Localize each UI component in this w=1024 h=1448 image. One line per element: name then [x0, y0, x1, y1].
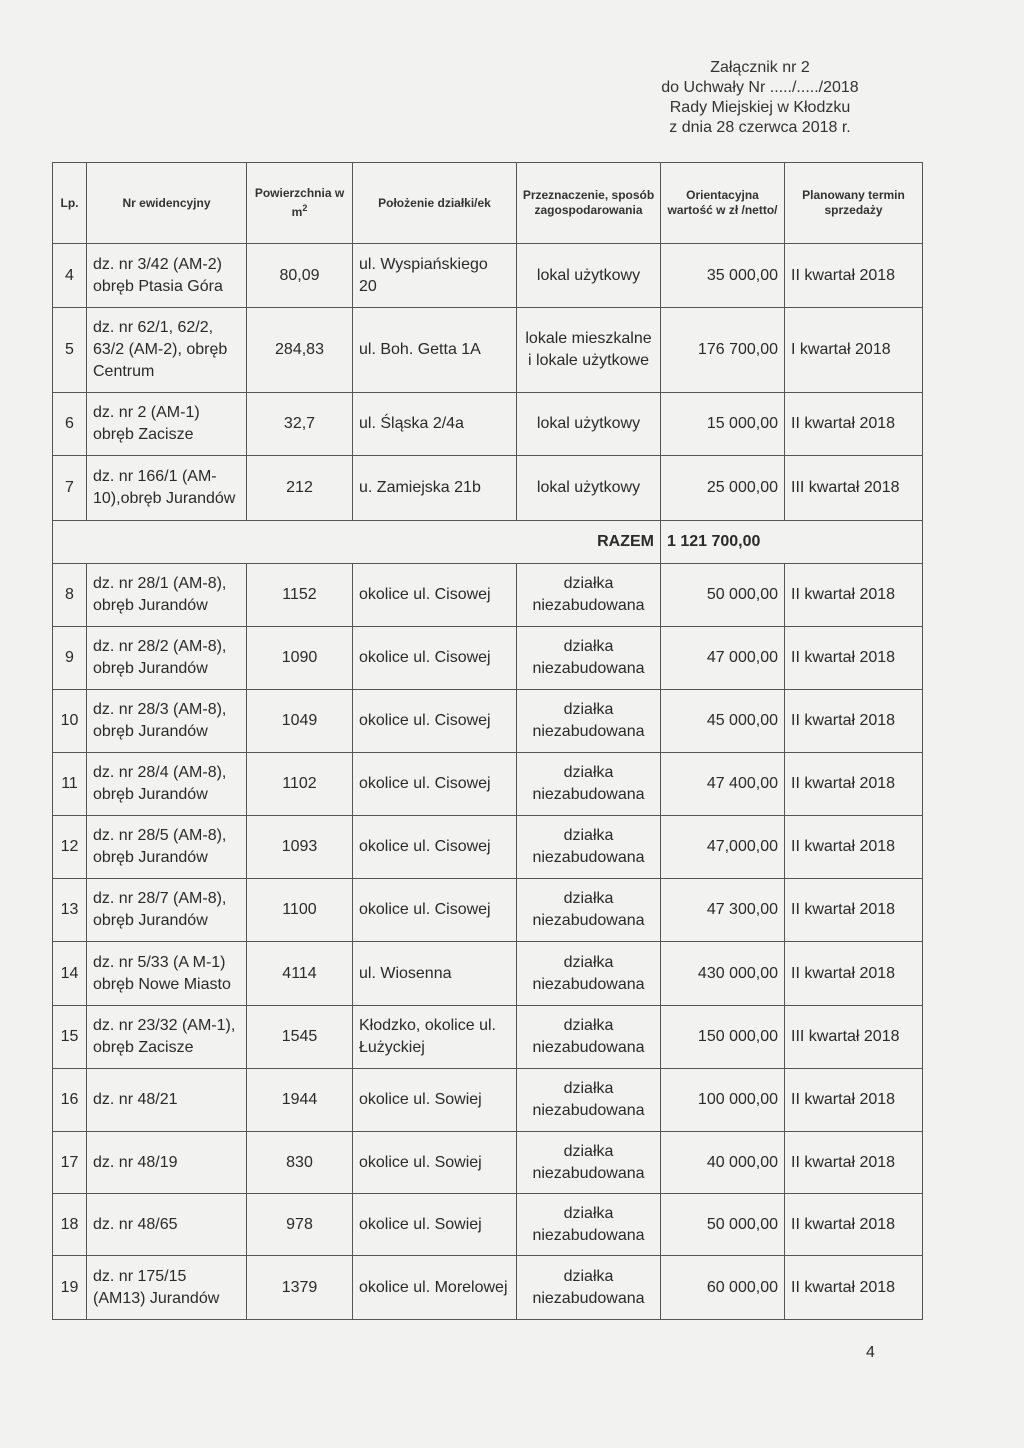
cell-pow: 1152	[247, 564, 353, 627]
table-row	[53, 753, 923, 816]
razem-label: RAZEM	[53, 521, 661, 564]
cell-nr: dz. nr 2 (AM-1) obręb Zacisze	[87, 393, 247, 456]
cell-ter: III kwartał 2018	[785, 456, 923, 521]
cell-lp: 9	[53, 627, 87, 690]
cell-pol: ul. Wyspiańskiego 20	[353, 244, 517, 308]
table-row	[53, 456, 923, 521]
razem-row	[53, 521, 923, 564]
col-header-pow	[247, 163, 353, 244]
table-body-b	[53, 564, 923, 1320]
cell-ter: II kwartał 2018	[785, 627, 923, 690]
cell-pol: okolice ul. Cisowej	[353, 627, 517, 690]
razem-section	[53, 521, 923, 564]
cell-pow: 32,7	[247, 393, 353, 456]
cell-nr: dz. nr 28/2 (AM-8), obręb Jurandów	[87, 627, 247, 690]
page-number: 4	[866, 1344, 875, 1361]
cell-war: 100 000,00	[661, 1069, 785, 1132]
cell-pow: 4114	[247, 942, 353, 1006]
cell-ter: II kwartał 2018	[785, 942, 923, 1006]
cell-nr: dz. nr 48/21	[87, 1069, 247, 1132]
table-row	[53, 816, 923, 879]
cell-ter: II kwartał 2018	[785, 1069, 923, 1132]
table-row	[53, 942, 923, 1006]
cell-war: 35 000,00	[661, 244, 785, 308]
cell-war: 40 000,00	[661, 1132, 785, 1194]
cell-prz: lokal użytkowy	[517, 456, 661, 521]
cell-pol: okolice ul. Sowiej	[353, 1132, 517, 1194]
cell-pol: okolice ul. Sowiej	[353, 1069, 517, 1132]
cell-lp: 16	[53, 1069, 87, 1132]
cell-war: 47 300,00	[661, 879, 785, 942]
cell-nr: dz. nr 48/65	[87, 1194, 247, 1256]
cell-pol: okolice ul. Cisowej	[353, 879, 517, 942]
cell-ter: II kwartał 2018	[785, 1132, 923, 1194]
table-row	[53, 393, 923, 456]
cell-pol: okolice ul. Cisowej	[353, 753, 517, 816]
cell-nr: dz. nr 28/3 (AM-8), obręb Jurandów	[87, 690, 247, 753]
cell-pol: okolice ul. Morelowej	[353, 1256, 517, 1320]
attachment-header	[600, 58, 920, 138]
cell-nr: dz. nr 23/32 (AM-1), obręb Zacisze	[87, 1006, 247, 1069]
cell-nr: dz. nr 28/4 (AM-8), obręb Jurandów	[87, 753, 247, 816]
cell-ter: II kwartał 2018	[785, 564, 923, 627]
cell-ter: II kwartał 2018	[785, 753, 923, 816]
cell-prz: działka niezabudowana	[517, 1256, 661, 1320]
cell-pol: Kłodzko, okolice ul. Łużyckiej	[353, 1006, 517, 1069]
cell-lp: 12	[53, 816, 87, 879]
cell-war: 47 000,00	[661, 627, 785, 690]
col-header-nr: Nr ewidencyjny	[87, 163, 247, 244]
cell-pow: 830	[247, 1132, 353, 1194]
cell-pol: ul. Śląska 2/4a	[353, 393, 517, 456]
cell-prz: działka niezabudowana	[517, 1069, 661, 1132]
cell-pow: 212	[247, 456, 353, 521]
cell-war: 47 400,00	[661, 753, 785, 816]
cell-pow: 284,83	[247, 308, 353, 393]
cell-prz: działka niezabudowana	[517, 1194, 661, 1256]
cell-prz: działka niezabudowana	[517, 1006, 661, 1069]
cell-nr: dz. nr 175/15 (AM13) Jurandów	[87, 1256, 247, 1320]
cell-war: 15 000,00	[661, 393, 785, 456]
cell-pol: okolice ul. Cisowej	[353, 564, 517, 627]
cell-war: 150 000,00	[661, 1006, 785, 1069]
cell-lp: 19	[53, 1256, 87, 1320]
col-header-war: Orientacyjna wartość w zł /netto/	[661, 163, 785, 244]
cell-lp: 17	[53, 1132, 87, 1194]
cell-pow: 80,09	[247, 244, 353, 308]
table-row	[53, 564, 923, 627]
cell-war: 47,000,00	[661, 816, 785, 879]
cell-ter: III kwartał 2018	[785, 1006, 923, 1069]
table-row	[53, 1069, 923, 1132]
cell-prz: działka niezabudowana	[517, 690, 661, 753]
col-header-prz: Przeznaczenie, sposób zagospodarowania	[517, 163, 661, 244]
cell-nr: dz. nr 48/19	[87, 1132, 247, 1194]
cell-nr: dz. nr 3/42 (AM-2) obręb Ptasia Góra	[87, 244, 247, 308]
cell-pol: okolice ul. Cisowej	[353, 690, 517, 753]
table-row	[53, 1256, 923, 1320]
cell-prz: lokal użytkowy	[517, 244, 661, 308]
cell-prz: działka niezabudowana	[517, 816, 661, 879]
cell-lp: 8	[53, 564, 87, 627]
col-header-pol: Położenie działki/ek	[353, 163, 517, 244]
cell-prz: działka niezabudowana	[517, 627, 661, 690]
col-header-pow-sup: 2	[302, 203, 308, 213]
cell-war: 50 000,00	[661, 564, 785, 627]
cell-war: 45 000,00	[661, 690, 785, 753]
cell-prz: działka niezabudowana	[517, 942, 661, 1006]
cell-nr: dz. nr 28/1 (AM-8), obręb Jurandów	[87, 564, 247, 627]
col-header-ter: Planowany termin sprzedaży	[785, 163, 923, 244]
cell-ter: II kwartał 2018	[785, 879, 923, 942]
razem-value: 1 121 700,00	[661, 521, 923, 564]
cell-war: 50 000,00	[661, 1194, 785, 1256]
table-row	[53, 690, 923, 753]
cell-pol: ul. Boh. Getta 1A	[353, 308, 517, 393]
table-row	[53, 1006, 923, 1069]
col-header-pow-text: Powierzchnia w m	[254, 186, 345, 219]
cell-ter: II kwartał 2018	[785, 1256, 923, 1320]
cell-pol: ul. Wiosenna	[353, 942, 517, 1006]
table-row	[53, 1194, 923, 1256]
cell-war: 176 700,00	[661, 308, 785, 393]
property-table	[52, 162, 923, 1320]
cell-ter: II kwartał 2018	[785, 1194, 923, 1256]
cell-nr: dz. nr 166/1 (AM-10),obręb Jurandów	[87, 456, 247, 521]
header-line-4: z dnia 28 czerwca 2018 r.	[669, 119, 851, 136]
cell-pow: 1379	[247, 1256, 353, 1320]
cell-nr: dz. nr 28/7 (AM-8), obręb Jurandów	[87, 879, 247, 942]
cell-lp: 4	[53, 244, 87, 308]
cell-pol: u. Zamiejska 21b	[353, 456, 517, 521]
cell-pow: 978	[247, 1194, 353, 1256]
header-line-2: do Uchwały Nr ...../...../2018	[661, 79, 859, 96]
cell-pow: 1102	[247, 753, 353, 816]
cell-pow: 1545	[247, 1006, 353, 1069]
cell-lp: 7	[53, 456, 87, 521]
cell-ter: II kwartał 2018	[785, 244, 923, 308]
cell-nr: dz. nr 5/33 (A M-1) obręb Nowe Miasto	[87, 942, 247, 1006]
cell-lp: 6	[53, 393, 87, 456]
cell-prz: lokale mieszkalne i lokale użytkowe	[517, 308, 661, 393]
cell-ter: I kwartał 2018	[785, 308, 923, 393]
cell-prz: działka niezabudowana	[517, 1132, 661, 1194]
cell-pow: 1944	[247, 1069, 353, 1132]
col-header-lp: Lp.	[53, 163, 87, 244]
header-line-3: Rady Miejskiej w Kłodzku	[669, 99, 851, 116]
cell-prz: działka niezabudowana	[517, 879, 661, 942]
cell-pow: 1090	[247, 627, 353, 690]
cell-nr: dz. nr 28/5 (AM-8), obręb Jurandów	[87, 816, 247, 879]
cell-pow: 1049	[247, 690, 353, 753]
cell-lp: 5	[53, 308, 87, 393]
cell-pow: 1093	[247, 816, 353, 879]
cell-pol: okolice ul. Sowiej	[353, 1194, 517, 1256]
cell-prz: działka niezabudowana	[517, 753, 661, 816]
cell-ter: II kwartał 2018	[785, 690, 923, 753]
cell-lp: 10	[53, 690, 87, 753]
table-row	[53, 1132, 923, 1194]
table-row	[53, 879, 923, 942]
cell-prz: działka niezabudowana	[517, 564, 661, 627]
table-body-a	[53, 244, 923, 521]
cell-war: 430 000,00	[661, 942, 785, 1006]
cell-lp: 18	[53, 1194, 87, 1256]
cell-pol: okolice ul. Cisowej	[353, 816, 517, 879]
table-row	[53, 244, 923, 308]
table-row	[53, 627, 923, 690]
cell-pow: 1100	[247, 879, 353, 942]
cell-lp: 15	[53, 1006, 87, 1069]
table-header-row	[53, 163, 923, 244]
cell-lp: 14	[53, 942, 87, 1006]
table-row	[53, 308, 923, 393]
cell-war: 25 000,00	[661, 456, 785, 521]
cell-prz: lokal użytkowy	[517, 393, 661, 456]
cell-nr: dz. nr 62/1, 62/2, 63/2 (AM-2), obręb Centrum	[87, 308, 247, 393]
cell-lp: 13	[53, 879, 87, 942]
cell-ter: II kwartał 2018	[785, 816, 923, 879]
cell-war: 60 000,00	[661, 1256, 785, 1320]
cell-ter: II kwartał 2018	[785, 393, 923, 456]
header-line-1: Załącznik nr 2	[710, 59, 810, 76]
cell-lp: 11	[53, 753, 87, 816]
